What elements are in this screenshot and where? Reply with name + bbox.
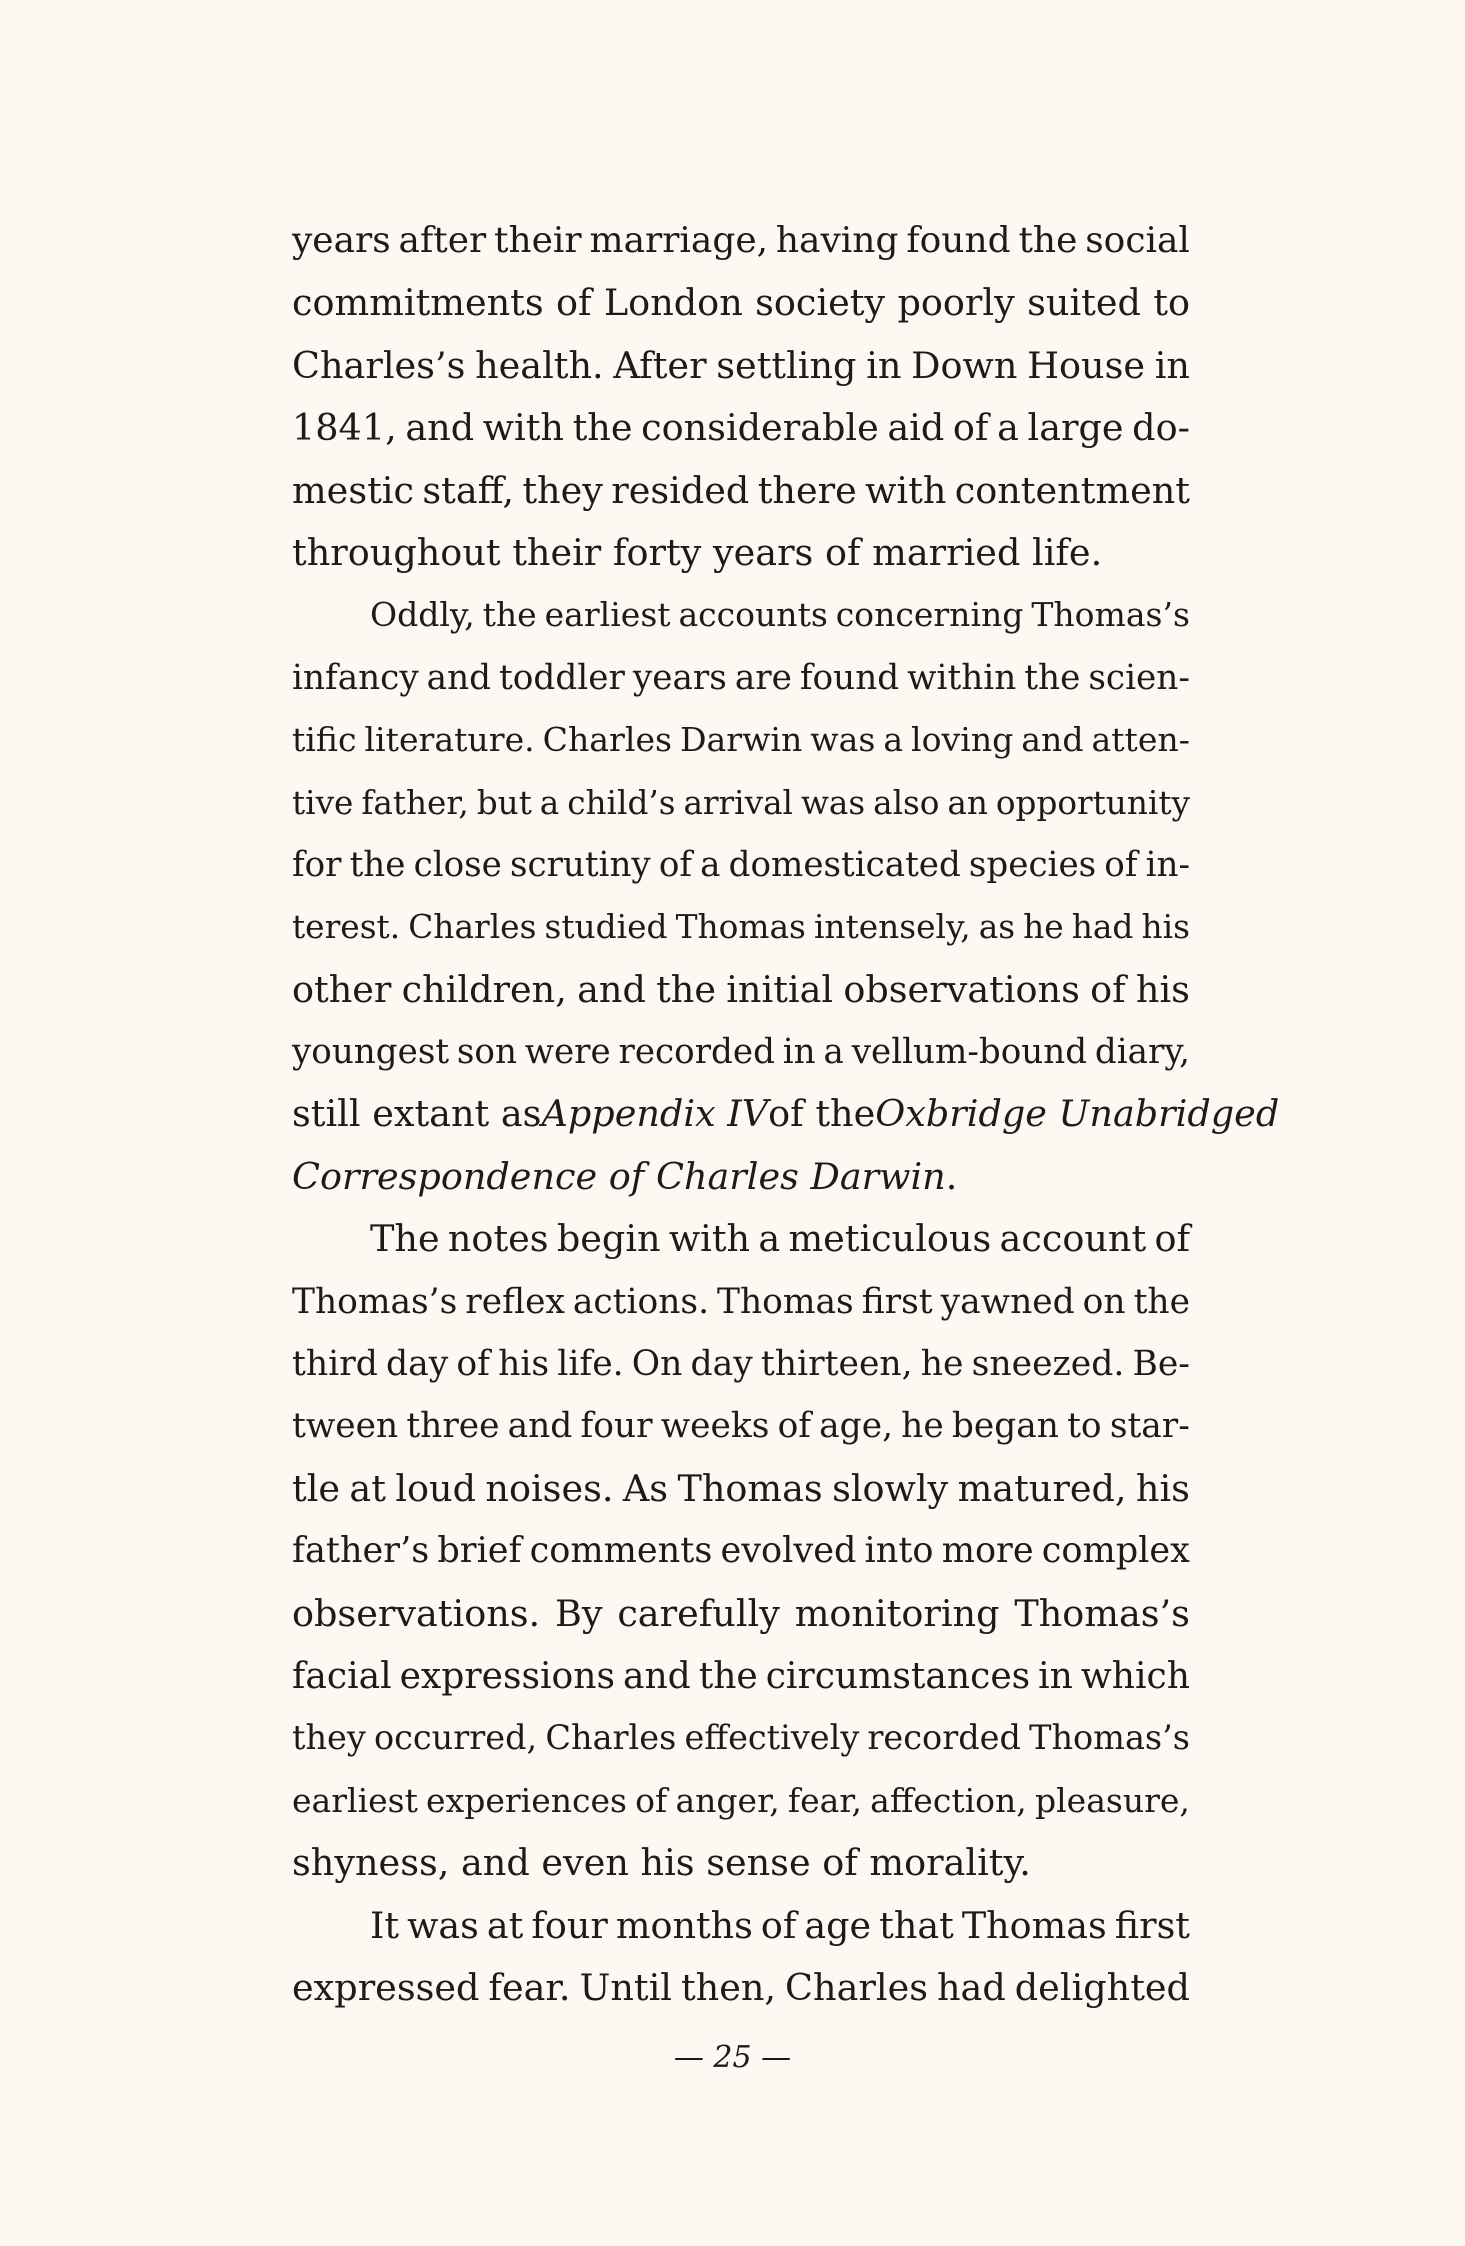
word: found (906, 220, 1011, 261)
word: for (292, 844, 342, 885)
word: and (405, 406, 475, 450)
word: his (1141, 908, 1190, 947)
word: having (775, 220, 899, 261)
word: anger, (675, 1780, 780, 1820)
text-line (292, 647, 1190, 709)
word: of (1090, 967, 1126, 1011)
word: Be- (1132, 1344, 1190, 1385)
word: and (426, 657, 492, 698)
word: experiences (426, 1780, 627, 1820)
text-line (292, 1083, 1280, 1145)
text-line (292, 1520, 1190, 1582)
word: large (1027, 406, 1124, 450)
word: tle (292, 1466, 341, 1510)
word: he (901, 1406, 944, 1447)
word: also (873, 783, 940, 822)
word: delighted (1014, 1965, 1190, 2009)
text-line (292, 210, 1190, 272)
word: intensely, (813, 908, 971, 947)
word: after (398, 220, 487, 261)
word: the (482, 595, 537, 635)
word: his (1135, 967, 1190, 1011)
word: an (947, 783, 988, 822)
word: account (999, 1217, 1147, 1261)
word: of (658, 844, 693, 885)
word: months (615, 1903, 753, 1947)
word: facial (292, 1654, 392, 1697)
word: and (1021, 720, 1084, 760)
word: of (952, 406, 989, 450)
text-line (292, 1458, 1190, 1520)
text-line (292, 1645, 1190, 1707)
word: meticulous (788, 1217, 992, 1261)
word: weeks (660, 1406, 770, 1447)
word: loud (395, 1466, 477, 1510)
word: of (777, 1406, 812, 1447)
word: of (555, 281, 592, 325)
text-line (292, 460, 1190, 522)
book-title-part: Correspondence of Charles Darwin (292, 1154, 946, 1198)
word: of (1104, 844, 1138, 885)
word: slowly (832, 1466, 949, 1510)
word: begin (556, 1217, 661, 1261)
word: more (941, 1530, 1034, 1572)
word: do- (1132, 406, 1190, 450)
word: son (456, 1032, 517, 1073)
paragraph-4 (292, 1895, 1190, 2020)
word: observations. (292, 1591, 541, 1635)
text-line (292, 772, 1190, 834)
word: fear. (488, 1965, 571, 2009)
word: carefully (617, 1591, 780, 1635)
word: age, (819, 1406, 894, 1447)
word: they (522, 468, 603, 512)
word: brief (437, 1530, 522, 1572)
word: tific (292, 720, 357, 760)
text-line (292, 1271, 1190, 1333)
word: monitoring (794, 1591, 1000, 1635)
word: years (292, 220, 391, 261)
text-line (292, 709, 1190, 771)
word: social (1085, 220, 1190, 261)
word: atten- (1091, 720, 1190, 760)
word: in (1154, 343, 1190, 387)
word: effectively (684, 1718, 860, 1758)
page-number: — 25 — (673, 2040, 792, 2075)
word: staff, (422, 468, 514, 512)
word: concerning (835, 595, 1024, 635)
word: observations (843, 967, 1080, 1011)
word: on (1082, 1281, 1126, 1322)
word: poorly (897, 281, 1015, 325)
word: expressions (399, 1654, 616, 1697)
word: occurred, (373, 1718, 538, 1758)
word: tive (292, 783, 354, 822)
paragraph-3 (292, 1208, 1190, 1894)
word: were (524, 1032, 611, 1073)
word: fear, (787, 1780, 862, 1820)
word: noises. (485, 1466, 614, 1510)
word: aid (887, 406, 945, 450)
word: By (554, 1591, 603, 1635)
word: tween (292, 1406, 399, 1447)
word: health. (475, 343, 604, 387)
word: Thomas (675, 908, 806, 947)
word: in- (1145, 844, 1190, 885)
word: thirteen, (760, 1344, 913, 1385)
word: pleasure, (1034, 1780, 1190, 1820)
word: marriage, (589, 220, 769, 261)
word: child’s (567, 783, 676, 822)
text-line (292, 335, 1190, 397)
word: It (370, 1903, 400, 1947)
word: four (531, 1903, 608, 1947)
word: Charles (545, 1718, 677, 1758)
word: third (292, 1344, 378, 1385)
word: Charles’s (292, 343, 466, 387)
word: expressed (292, 1965, 480, 2009)
text-line (292, 1957, 1190, 2019)
word: commitments (292, 281, 544, 325)
word: comments (529, 1530, 713, 1572)
text-line (292, 397, 1190, 459)
word: terest. (292, 908, 401, 947)
word: Charles (785, 1965, 929, 2009)
word: began (951, 1406, 1059, 1447)
word: and (577, 967, 646, 1011)
text-line (292, 1395, 1190, 1457)
word: had (1071, 908, 1134, 947)
word: his (498, 1344, 550, 1385)
word: Thomas (717, 1281, 854, 1322)
word: affection, (870, 1780, 1027, 1820)
word: a (823, 1032, 844, 1073)
word: children, (401, 967, 567, 1011)
word: as (978, 908, 1016, 947)
text-line (292, 1770, 1190, 1832)
word: father, (361, 783, 469, 822)
word: earliest (544, 595, 671, 635)
word: Charles (408, 908, 537, 947)
word: life. (557, 1344, 624, 1385)
word: the (656, 967, 716, 1011)
word: As (622, 1466, 669, 1510)
word: scien- (1088, 657, 1190, 698)
word: first (1114, 1903, 1190, 1947)
paragraph-2 (292, 584, 1280, 1208)
word: they (292, 1718, 366, 1758)
word: After (613, 343, 707, 387)
word: day (690, 1344, 753, 1385)
book-title-part: Oxbridge Unabridged (875, 1092, 1280, 1136)
word: day (385, 1344, 449, 1385)
word: recorded (867, 1718, 1021, 1758)
word: the (572, 406, 633, 450)
word: The (370, 1217, 440, 1261)
word: Oddly, (370, 595, 475, 635)
text-line (292, 1583, 1190, 1645)
word: Until (579, 1965, 672, 2009)
word: into (864, 1530, 934, 1572)
word: House (1027, 343, 1146, 387)
word: the (349, 844, 406, 885)
word: toddler (499, 657, 625, 698)
text-line: shyness, and even his sense of morality. (292, 1841, 1031, 1885)
word: with (668, 1217, 751, 1261)
word: complex (1041, 1530, 1190, 1572)
word: the (1133, 1281, 1190, 1322)
text-line (292, 834, 1190, 896)
word: scrutiny (509, 844, 651, 885)
word: with (865, 468, 947, 512)
word: species (968, 844, 1097, 885)
text-line (292, 272, 1190, 334)
text-line (292, 896, 1190, 958)
word: diary, (1094, 1032, 1190, 1073)
word: there (757, 468, 857, 512)
word: vellum-bound (851, 1032, 1088, 1073)
word: other (292, 967, 392, 1011)
word: arrival (683, 783, 794, 822)
word: accounts (678, 595, 828, 635)
word: four (580, 1406, 653, 1447)
word: youngest (292, 1032, 450, 1073)
word: circumstances (765, 1654, 1031, 1697)
word: recorded (618, 1032, 775, 1073)
text-segment: still extant asAppendix IVof the (292, 1092, 876, 1136)
word: with (482, 406, 564, 450)
word: of (1154, 1217, 1190, 1261)
body-text (292, 210, 1280, 2019)
word: sneezed. (971, 1344, 1125, 1385)
word: evolved (720, 1530, 857, 1572)
word: Charles (542, 720, 673, 760)
word: and (622, 1654, 691, 1697)
word: actions. (572, 1281, 710, 1322)
word: within (907, 657, 1017, 698)
word: in (1038, 1654, 1073, 1697)
word: and (507, 1406, 573, 1447)
word: was (800, 783, 866, 822)
word: his (1135, 1466, 1190, 1510)
word: a (758, 1217, 781, 1261)
word: Down (911, 343, 1018, 387)
word: studied (544, 908, 668, 947)
word: considerable (641, 406, 879, 450)
word: a (700, 844, 721, 885)
word: in (866, 343, 902, 387)
word: years (632, 657, 727, 698)
word: age (804, 1903, 872, 1947)
word: Darwin (679, 720, 803, 760)
word: Thomas’s (1031, 595, 1190, 635)
word: resided (611, 468, 750, 512)
text-line: throughout their forty years of married life. (292, 530, 1103, 574)
word: of (760, 1903, 797, 1947)
word: society (755, 281, 886, 325)
word: close (413, 844, 502, 885)
word: 1841, (292, 406, 397, 450)
word: literature. (364, 720, 535, 760)
word: to (1067, 1406, 1102, 1447)
word: of (635, 1780, 668, 1820)
word: he (920, 1344, 964, 1385)
word: a (539, 783, 560, 822)
word: star- (1109, 1406, 1190, 1447)
word: yawned (940, 1281, 1075, 1322)
text-line (292, 1707, 1190, 1769)
word: Thomas (961, 1903, 1107, 1947)
word: notes (447, 1217, 549, 1261)
word: which (1080, 1654, 1190, 1697)
text-line (292, 1208, 1190, 1270)
word: initial (726, 967, 834, 1011)
word: infancy (292, 657, 419, 698)
word: to (1153, 281, 1190, 325)
text-line (292, 584, 1190, 646)
word: are (734, 657, 792, 698)
word: Thomas’s (1029, 1718, 1190, 1758)
word: that (879, 1903, 954, 1947)
word: in (782, 1032, 816, 1073)
text-line (292, 1895, 1190, 1957)
word: first (861, 1281, 933, 1322)
word: found (799, 657, 900, 698)
word: the (1018, 220, 1078, 261)
word: he (1023, 908, 1064, 947)
word: Thomas’s (1014, 1591, 1190, 1635)
word: mestic (292, 468, 414, 512)
word: of (456, 1344, 490, 1385)
word: father’s (292, 1530, 430, 1572)
word: reflex (465, 1281, 565, 1322)
word: a (883, 720, 904, 760)
word: loving (911, 720, 1014, 760)
text-line (292, 959, 1190, 1021)
word: matured, (957, 1466, 1127, 1510)
word: settling (716, 343, 857, 387)
word: the (1024, 657, 1081, 698)
word: earliest (292, 1780, 418, 1820)
word: London (603, 281, 743, 325)
word: a (997, 406, 1019, 450)
word: Thomas’s (292, 1281, 458, 1322)
word: opportunity (995, 783, 1190, 822)
word: at (349, 1466, 386, 1510)
appendix-reference: Appendix IV (541, 1092, 769, 1136)
word: suited (1027, 281, 1141, 325)
text-line: Correspondence of Charles Darwin . (292, 1146, 1190, 1208)
word: was (810, 720, 876, 760)
word: On (631, 1344, 683, 1385)
word: had (937, 1965, 1006, 2009)
word: was (407, 1903, 479, 1947)
text-line (292, 1333, 1190, 1395)
word: contentment (954, 468, 1190, 512)
paragraph-1 (292, 210, 1190, 584)
text-line (292, 1021, 1190, 1083)
word: at (486, 1903, 524, 1947)
word: but (476, 783, 532, 822)
word: the (698, 1654, 758, 1697)
word: their (494, 220, 582, 261)
word: domesticated (728, 844, 961, 885)
word: Thomas (677, 1466, 823, 1510)
word: three (406, 1406, 500, 1447)
word: then, (680, 1965, 777, 2009)
